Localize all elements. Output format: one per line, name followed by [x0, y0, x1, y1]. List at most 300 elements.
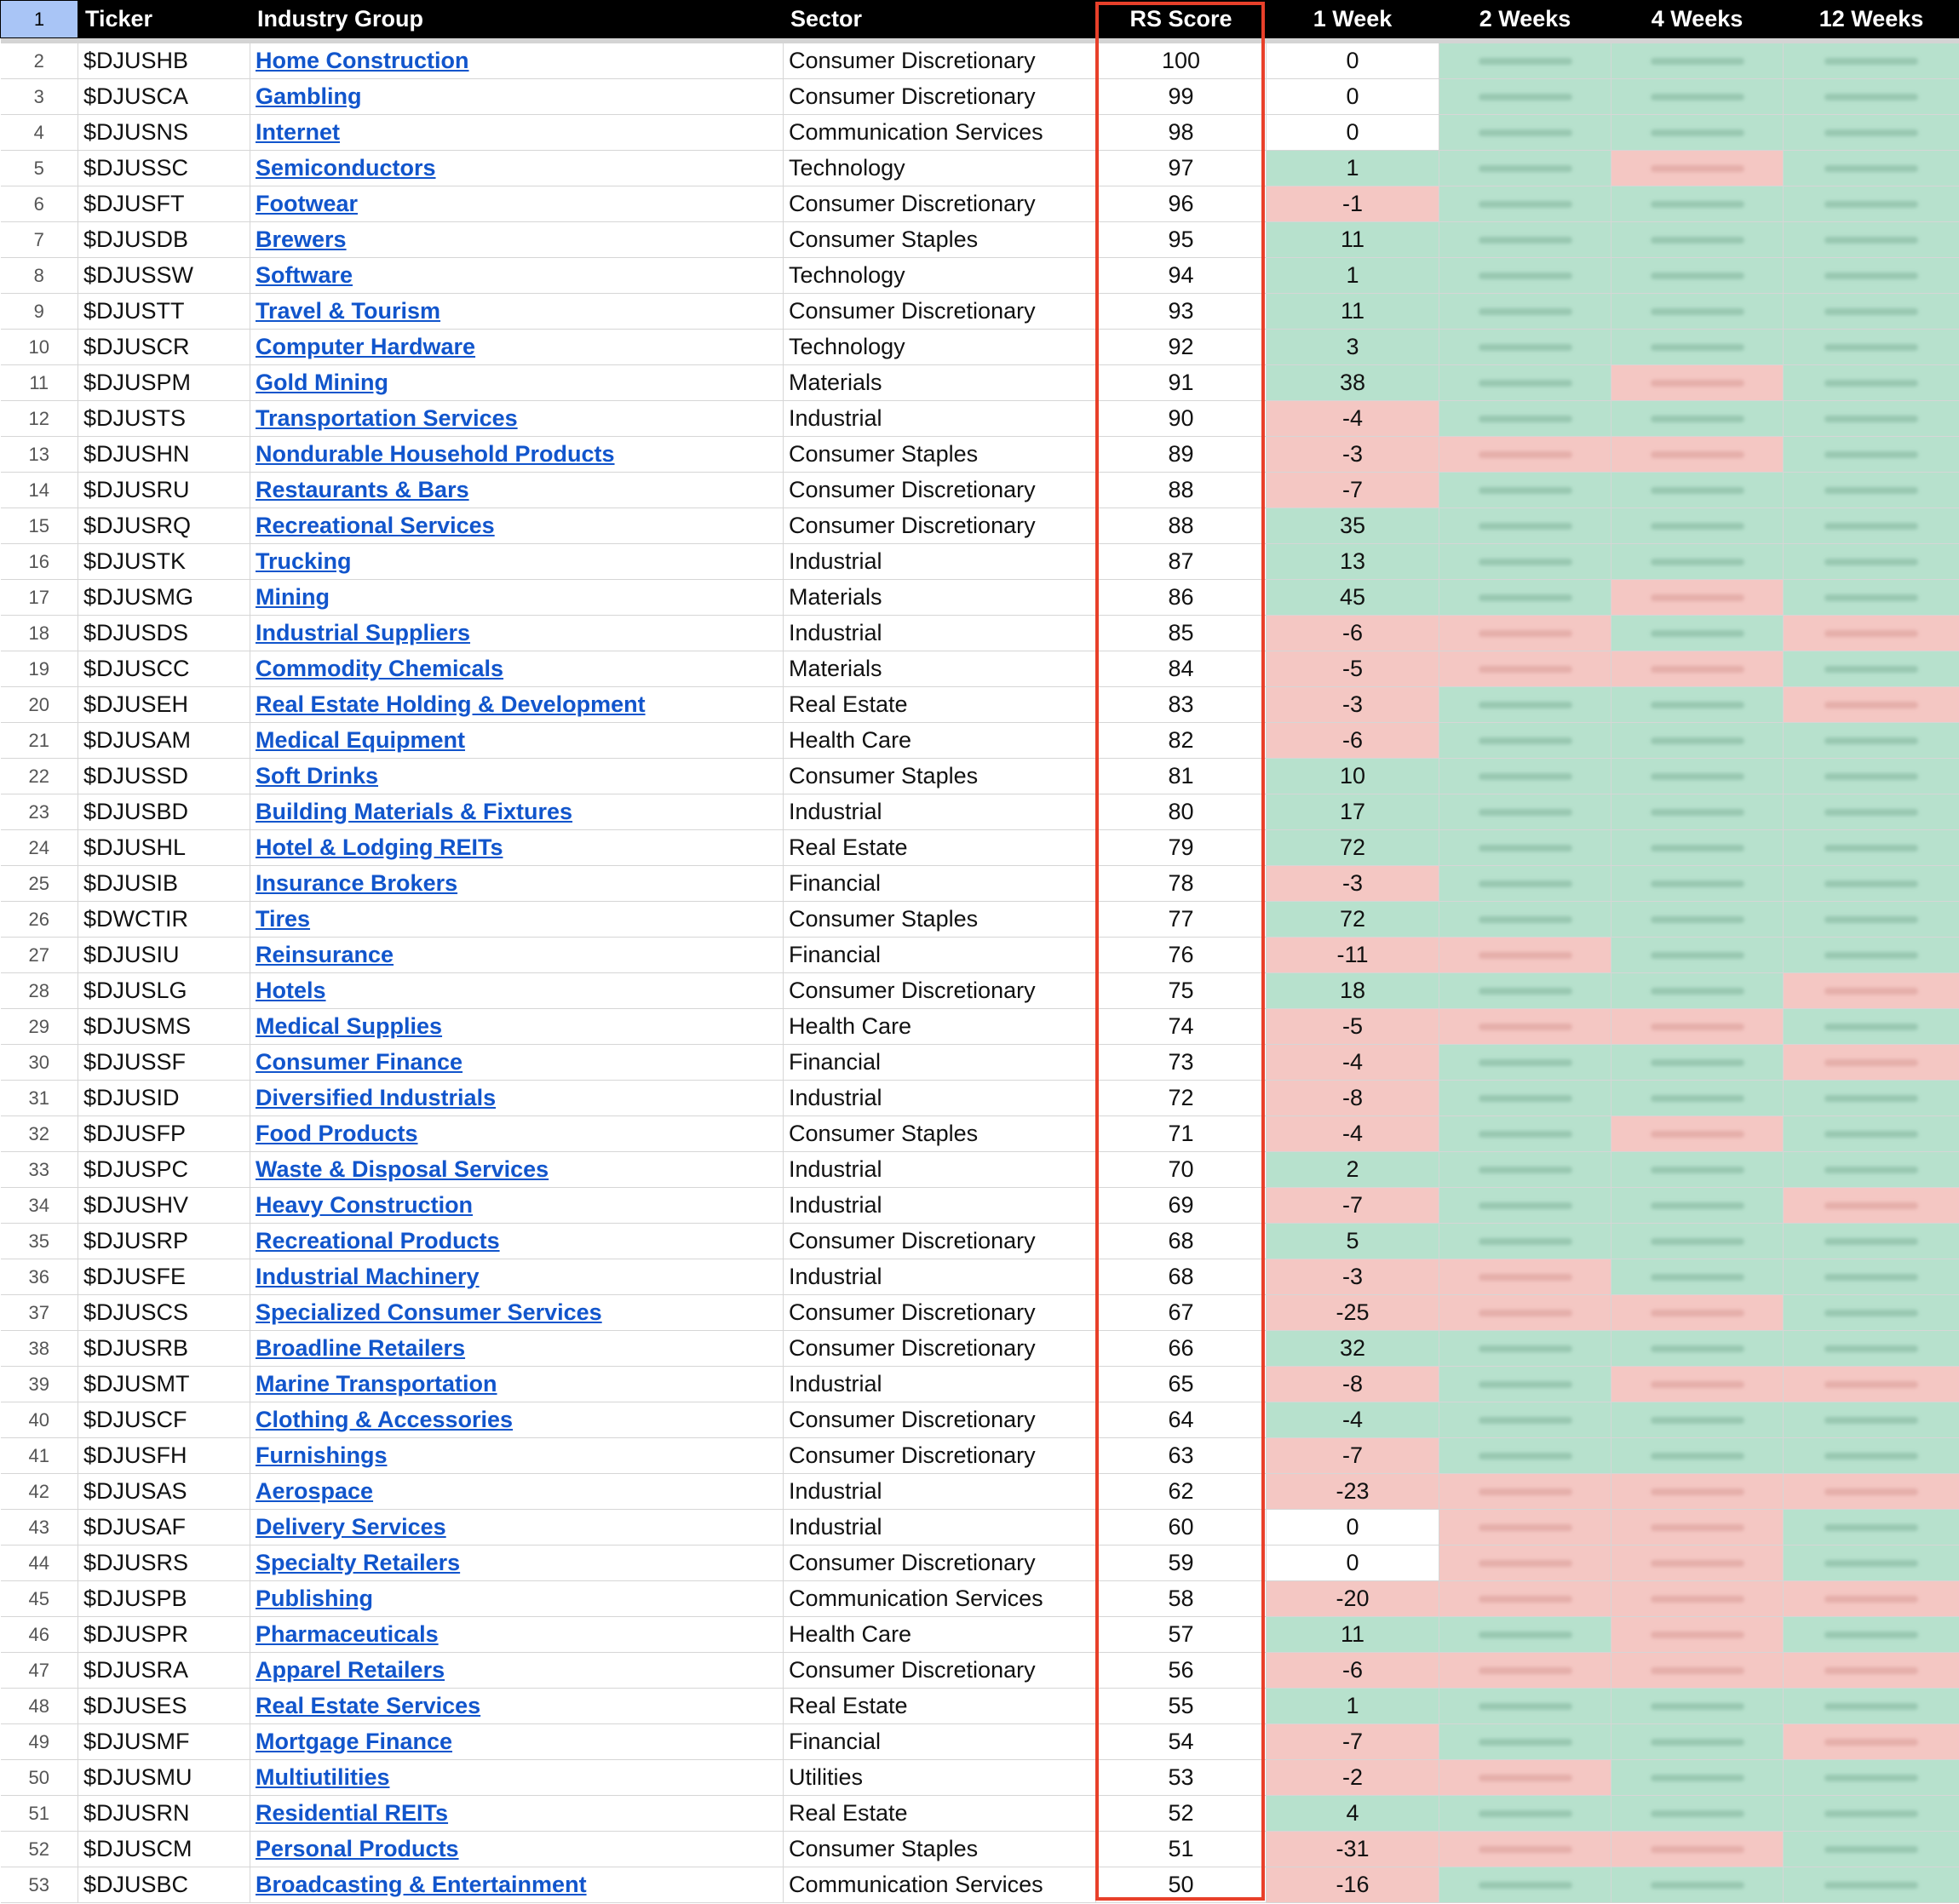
week-4-change-cell[interactable] [1611, 1546, 1784, 1581]
week-4-change-cell[interactable] [1611, 687, 1784, 723]
sector-cell[interactable]: Technology [784, 258, 1096, 294]
industry-group-cell[interactable] [250, 1188, 784, 1224]
week-1-change-cell[interactable]: -7 [1267, 1724, 1439, 1760]
industry-group-link[interactable]: Computer Hardware [256, 334, 476, 359]
row-number[interactable]: 27 [1, 938, 78, 973]
rs-score-cell[interactable]: 72 [1096, 1081, 1267, 1116]
rs-score-cell[interactable]: 76 [1096, 938, 1267, 973]
week-1-change-cell[interactable]: 72 [1267, 830, 1439, 866]
week-1-change-cell[interactable]: 1 [1267, 1689, 1439, 1724]
week-4-change-cell[interactable] [1611, 437, 1784, 473]
sector-cell[interactable]: Industrial [784, 544, 1096, 580]
industry-group-link[interactable]: Marine Transportation [256, 1371, 497, 1396]
week-1-change-cell[interactable]: -8 [1267, 1367, 1439, 1402]
row-number[interactable]: 25 [1, 866, 78, 902]
week-2-change-cell[interactable] [1439, 330, 1611, 365]
week-2-change-cell[interactable] [1439, 258, 1611, 294]
week-2-change-cell[interactable] [1439, 1045, 1611, 1081]
week-2-change-cell[interactable] [1439, 866, 1611, 902]
week-2-change-cell[interactable] [1439, 1009, 1611, 1045]
industry-group-link[interactable]: Specialty Retailers [256, 1550, 461, 1575]
week-1-change-cell[interactable]: -16 [1267, 1867, 1439, 1903]
week-12-change-cell[interactable] [1784, 1832, 1959, 1867]
week-2-change-cell[interactable] [1439, 43, 1611, 79]
week-4-change-cell[interactable] [1611, 1760, 1784, 1796]
industry-group-cell[interactable] [250, 651, 784, 687]
ticker-cell[interactable]: $DJUSMT [78, 1367, 250, 1402]
industry-group-link[interactable]: Broadline Retailers [256, 1335, 466, 1361]
week-4-change-cell[interactable] [1611, 401, 1784, 437]
industry-group-link[interactable]: Industrial Suppliers [256, 620, 471, 645]
week-1-change-cell[interactable]: 2 [1267, 1152, 1439, 1188]
row-number[interactable]: 15 [1, 508, 78, 544]
ticker-cell[interactable]: $DJUSHB [78, 43, 250, 79]
week-12-change-cell[interactable] [1784, 723, 1959, 759]
week-2-change-cell[interactable] [1439, 473, 1611, 508]
industry-group-cell[interactable] [250, 1867, 784, 1903]
week-1-change-cell[interactable]: 13 [1267, 544, 1439, 580]
industry-group-link[interactable]: Recreational Products [256, 1228, 500, 1253]
week-2-change-cell[interactable] [1439, 186, 1611, 222]
industry-group-link[interactable]: Hotel & Lodging REITs [256, 834, 503, 860]
sector-cell[interactable]: Real Estate [784, 830, 1096, 866]
week-2-change-cell[interactable] [1439, 1581, 1611, 1617]
ticker-cell[interactable]: $DJUSMU [78, 1760, 250, 1796]
industry-group-cell[interactable] [250, 1402, 784, 1438]
sector-cell[interactable]: Technology [784, 151, 1096, 186]
sector-cell[interactable]: Consumer Staples [784, 902, 1096, 938]
row-number[interactable]: 38 [1, 1331, 78, 1367]
row-number[interactable]: 6 [1, 186, 78, 222]
week-12-change-cell[interactable] [1784, 1617, 1959, 1653]
week-12-change-cell[interactable] [1784, 437, 1959, 473]
row-number[interactable]: 53 [1, 1867, 78, 1903]
industry-group-link[interactable]: Multiutilities [256, 1764, 390, 1790]
column-header-industry-group[interactable]: Industry Group [250, 1, 784, 38]
industry-group-link[interactable]: Footwear [256, 191, 359, 216]
week-2-change-cell[interactable] [1439, 651, 1611, 687]
week-2-change-cell[interactable] [1439, 1188, 1611, 1224]
industry-group-cell[interactable] [250, 830, 784, 866]
table-row[interactable] [1, 1474, 1959, 1510]
week-2-change-cell[interactable] [1439, 1224, 1611, 1259]
week-12-change-cell[interactable] [1784, 938, 1959, 973]
week-2-change-cell[interactable] [1439, 1689, 1611, 1724]
week-1-change-cell[interactable]: 17 [1267, 794, 1439, 830]
row-number[interactable]: 30 [1, 1045, 78, 1081]
table-row[interactable] [1, 687, 1959, 723]
sector-cell[interactable]: Communication Services [784, 1581, 1096, 1617]
rs-score-cell[interactable]: 86 [1096, 580, 1267, 616]
table-row[interactable] [1, 1045, 1959, 1081]
rs-score-cell[interactable]: 52 [1096, 1796, 1267, 1832]
industry-group-link[interactable]: Semiconductors [256, 155, 436, 181]
week-2-change-cell[interactable] [1439, 794, 1611, 830]
week-12-change-cell[interactable] [1784, 866, 1959, 902]
sector-cell[interactable]: Technology [784, 330, 1096, 365]
rs-score-cell[interactable]: 59 [1096, 1546, 1267, 1581]
industry-group-cell[interactable] [250, 1224, 784, 1259]
week-4-change-cell[interactable] [1611, 115, 1784, 151]
table-row[interactable] [1, 1009, 1959, 1045]
rs-score-cell[interactable]: 89 [1096, 437, 1267, 473]
week-2-change-cell[interactable] [1439, 1402, 1611, 1438]
rs-score-cell[interactable]: 78 [1096, 866, 1267, 902]
sector-cell[interactable]: Consumer Staples [784, 1832, 1096, 1867]
table-row[interactable] [1, 580, 1959, 616]
week-4-change-cell[interactable] [1611, 902, 1784, 938]
sector-cell[interactable]: Health Care [784, 1617, 1096, 1653]
ticker-cell[interactable]: $DJUSHV [78, 1188, 250, 1224]
week-4-change-cell[interactable] [1611, 294, 1784, 330]
week-1-change-cell[interactable]: 0 [1267, 79, 1439, 115]
week-12-change-cell[interactable] [1784, 759, 1959, 794]
industry-group-cell[interactable] [250, 1510, 784, 1546]
week-12-change-cell[interactable] [1784, 330, 1959, 365]
sector-cell[interactable]: Consumer Discretionary [784, 43, 1096, 79]
industry-group-cell[interactable] [250, 437, 784, 473]
sector-cell[interactable]: Industrial [784, 1510, 1096, 1546]
week-1-change-cell[interactable]: -31 [1267, 1832, 1439, 1867]
week-12-change-cell[interactable] [1784, 973, 1959, 1009]
column-header-sector[interactable]: Sector [784, 1, 1096, 38]
week-12-change-cell[interactable] [1784, 222, 1959, 258]
industry-group-cell[interactable] [250, 1259, 784, 1295]
ticker-cell[interactable]: $DJUSCA [78, 79, 250, 115]
industry-group-link[interactable]: Delivery Services [256, 1514, 446, 1540]
table-row[interactable] [1, 1402, 1959, 1438]
rs-score-cell[interactable]: 68 [1096, 1224, 1267, 1259]
row-number[interactable]: 28 [1, 973, 78, 1009]
industry-group-cell[interactable] [250, 330, 784, 365]
week-12-change-cell[interactable] [1784, 365, 1959, 401]
week-1-change-cell[interactable]: 0 [1267, 115, 1439, 151]
industry-group-link[interactable]: Medical Supplies [256, 1013, 443, 1039]
week-1-change-cell[interactable]: -3 [1267, 437, 1439, 473]
sector-cell[interactable]: Consumer Discretionary [784, 1224, 1096, 1259]
rs-score-cell[interactable]: 83 [1096, 687, 1267, 723]
industry-group-cell[interactable] [250, 1653, 784, 1689]
sector-cell[interactable]: Communication Services [784, 115, 1096, 151]
row-number[interactable]: 33 [1, 1152, 78, 1188]
row-number[interactable]: 10 [1, 330, 78, 365]
industry-group-cell[interactable] [250, 973, 784, 1009]
industry-group-cell[interactable] [250, 115, 784, 151]
week-4-change-cell[interactable] [1611, 1045, 1784, 1081]
sector-cell[interactable]: Financial [784, 1045, 1096, 1081]
sector-cell[interactable]: Real Estate [784, 1689, 1096, 1724]
week-12-change-cell[interactable] [1784, 794, 1959, 830]
week-4-change-cell[interactable] [1611, 1295, 1784, 1331]
week-12-change-cell[interactable] [1784, 508, 1959, 544]
week-1-change-cell[interactable]: -4 [1267, 401, 1439, 437]
industry-group-link[interactable]: Restaurants & Bars [256, 477, 469, 502]
week-12-change-cell[interactable] [1784, 258, 1959, 294]
week-12-change-cell[interactable] [1784, 1474, 1959, 1510]
rs-score-cell[interactable]: 75 [1096, 973, 1267, 1009]
week-2-change-cell[interactable] [1439, 1116, 1611, 1152]
ticker-cell[interactable]: $DJUSRP [78, 1224, 250, 1259]
week-4-change-cell[interactable] [1611, 330, 1784, 365]
industry-group-link[interactable]: Clothing & Accessories [256, 1407, 514, 1432]
row-number[interactable]: 2 [1, 43, 78, 79]
industry-group-link[interactable]: Heavy Construction [256, 1192, 474, 1218]
rs-score-cell[interactable]: 69 [1096, 1188, 1267, 1224]
industry-group-link[interactable]: Software [256, 262, 353, 288]
row-number[interactable]: 47 [1, 1653, 78, 1689]
week-2-change-cell[interactable] [1439, 1259, 1611, 1295]
industry-group-cell[interactable] [250, 1474, 784, 1510]
ticker-cell[interactable]: $DJUSCC [78, 651, 250, 687]
week-12-change-cell[interactable] [1784, 616, 1959, 651]
table-row[interactable] [1, 723, 1959, 759]
sector-cell[interactable]: Materials [784, 365, 1096, 401]
week-1-change-cell[interactable]: -3 [1267, 687, 1439, 723]
rs-score-cell[interactable]: 64 [1096, 1402, 1267, 1438]
row-number[interactable]: 9 [1, 294, 78, 330]
ticker-cell[interactable]: $DJUSSF [78, 1045, 250, 1081]
industry-group-link[interactable]: Hotels [256, 978, 326, 1003]
industry-group-link[interactable]: Mortgage Finance [256, 1729, 453, 1754]
week-2-change-cell[interactable] [1439, 365, 1611, 401]
ticker-cell[interactable]: $DJUSPC [78, 1152, 250, 1188]
rs-score-cell[interactable]: 74 [1096, 1009, 1267, 1045]
week-4-change-cell[interactable] [1611, 1152, 1784, 1188]
table-row[interactable] [1, 1116, 1959, 1152]
ticker-cell[interactable]: $DJUSDS [78, 616, 250, 651]
week-4-change-cell[interactable] [1611, 1867, 1784, 1903]
sector-cell[interactable]: Consumer Discretionary [784, 508, 1096, 544]
week-12-change-cell[interactable] [1784, 1009, 1959, 1045]
ticker-cell[interactable]: $DJUSTT [78, 294, 250, 330]
industry-group-link[interactable]: Gold Mining [256, 370, 388, 395]
week-2-change-cell[interactable] [1439, 544, 1611, 580]
sector-cell[interactable]: Consumer Discretionary [784, 473, 1096, 508]
ticker-cell[interactable]: $DJUSES [78, 1689, 250, 1724]
sector-cell[interactable]: Financial [784, 866, 1096, 902]
rs-score-cell[interactable]: 98 [1096, 115, 1267, 151]
industry-group-cell[interactable] [250, 473, 784, 508]
week-4-change-cell[interactable] [1611, 973, 1784, 1009]
table-row[interactable] [1, 1617, 1959, 1653]
week-1-change-cell[interactable]: 1 [1267, 151, 1439, 186]
week-1-change-cell[interactable]: -1 [1267, 186, 1439, 222]
week-4-change-cell[interactable] [1611, 1832, 1784, 1867]
ticker-cell[interactable]: $DJUSFE [78, 1259, 250, 1295]
week-1-change-cell[interactable]: -7 [1267, 1188, 1439, 1224]
industry-group-cell[interactable] [250, 1009, 784, 1045]
industry-group-cell[interactable] [250, 938, 784, 973]
week-4-change-cell[interactable] [1611, 222, 1784, 258]
industry-group-link[interactable]: Broadcasting & Entertainment [256, 1872, 587, 1897]
row-number[interactable]: 3 [1, 79, 78, 115]
rs-score-cell[interactable]: 88 [1096, 473, 1267, 508]
industry-group-cell[interactable] [250, 1367, 784, 1402]
rs-score-cell[interactable]: 100 [1096, 43, 1267, 79]
ticker-cell[interactable]: $DJUSMS [78, 1009, 250, 1045]
rs-score-cell[interactable]: 94 [1096, 258, 1267, 294]
industry-group-cell[interactable] [250, 1546, 784, 1581]
rs-score-cell[interactable]: 91 [1096, 365, 1267, 401]
industry-group-link[interactable]: Specialized Consumer Services [256, 1299, 602, 1325]
rs-score-cell[interactable]: 92 [1096, 330, 1267, 365]
industry-group-link[interactable]: Travel & Tourism [256, 298, 441, 324]
industry-group-cell[interactable] [250, 258, 784, 294]
table-row[interactable] [1, 294, 1959, 330]
week-12-change-cell[interactable] [1784, 830, 1959, 866]
week-12-change-cell[interactable] [1784, 1438, 1959, 1474]
week-4-change-cell[interactable] [1611, 616, 1784, 651]
column-header-4-weeks[interactable]: 4 Weeks [1611, 1, 1784, 38]
ticker-cell[interactable]: $DJUSPR [78, 1617, 250, 1653]
week-1-change-cell[interactable]: -5 [1267, 651, 1439, 687]
rs-score-cell[interactable]: 73 [1096, 1045, 1267, 1081]
row-number[interactable]: 16 [1, 544, 78, 580]
industry-group-link[interactable]: Apparel Retailers [256, 1657, 445, 1683]
week-1-change-cell[interactable]: 5 [1267, 1224, 1439, 1259]
rs-score-cell[interactable]: 62 [1096, 1474, 1267, 1510]
row-number[interactable]: 49 [1, 1724, 78, 1760]
ticker-cell[interactable]: $DJUSFP [78, 1116, 250, 1152]
ticker-cell[interactable]: $DJUSRN [78, 1796, 250, 1832]
week-2-change-cell[interactable] [1439, 1832, 1611, 1867]
industry-group-link[interactable]: Real Estate Holding & Development [256, 691, 646, 717]
table-row[interactable] [1, 866, 1959, 902]
week-2-change-cell[interactable] [1439, 830, 1611, 866]
rs-score-cell[interactable]: 93 [1096, 294, 1267, 330]
table-row[interactable] [1, 1367, 1959, 1402]
week-4-change-cell[interactable] [1611, 1653, 1784, 1689]
table-row[interactable] [1, 902, 1959, 938]
rs-score-cell[interactable]: 51 [1096, 1832, 1267, 1867]
table-row[interactable] [1, 1724, 1959, 1760]
sector-cell[interactable]: Industrial [784, 1259, 1096, 1295]
ticker-cell[interactable]: $DJUSBC [78, 1867, 250, 1903]
row-number[interactable]: 34 [1, 1188, 78, 1224]
week-12-change-cell[interactable] [1784, 1259, 1959, 1295]
ticker-cell[interactable]: $DJUSCR [78, 330, 250, 365]
ticker-cell[interactable]: $DJUSRA [78, 1653, 250, 1689]
row-number[interactable]: 40 [1, 1402, 78, 1438]
week-4-change-cell[interactable] [1611, 43, 1784, 79]
table-row[interactable] [1, 759, 1959, 794]
week-1-change-cell[interactable]: -3 [1267, 866, 1439, 902]
week-4-change-cell[interactable] [1611, 186, 1784, 222]
sector-cell[interactable]: Industrial [784, 1152, 1096, 1188]
ticker-cell[interactable]: $DJUSIB [78, 866, 250, 902]
row-number[interactable]: 14 [1, 473, 78, 508]
week-1-change-cell[interactable]: 1 [1267, 258, 1439, 294]
ticker-cell[interactable]: $DJUSID [78, 1081, 250, 1116]
industry-group-link[interactable]: Internet [256, 119, 341, 145]
week-1-change-cell[interactable]: -4 [1267, 1045, 1439, 1081]
industry-group-link[interactable]: Transportation Services [256, 405, 518, 431]
ticker-cell[interactable]: $DJUSNS [78, 115, 250, 151]
week-4-change-cell[interactable] [1611, 866, 1784, 902]
industry-group-link[interactable]: Gambling [256, 83, 362, 109]
rs-score-cell[interactable]: 70 [1096, 1152, 1267, 1188]
row-number[interactable]: 45 [1, 1581, 78, 1617]
industry-group-cell[interactable] [250, 1832, 784, 1867]
ticker-cell[interactable]: $DJUSPM [78, 365, 250, 401]
industry-group-link[interactable]: Commodity Chemicals [256, 656, 504, 681]
table-row[interactable] [1, 651, 1959, 687]
week-4-change-cell[interactable] [1611, 79, 1784, 115]
sector-cell[interactable]: Consumer Discretionary [784, 79, 1096, 115]
industry-group-cell[interactable] [250, 580, 784, 616]
sector-cell[interactable]: Communication Services [784, 1867, 1096, 1903]
industry-group-cell[interactable] [250, 1116, 784, 1152]
ticker-cell[interactable]: $DJUSRB [78, 1331, 250, 1367]
table-row[interactable] [1, 1152, 1959, 1188]
row-number[interactable]: 26 [1, 902, 78, 938]
industry-group-cell[interactable] [250, 1438, 784, 1474]
row-number[interactable]: 20 [1, 687, 78, 723]
rs-score-cell[interactable]: 53 [1096, 1760, 1267, 1796]
table-row[interactable] [1, 365, 1959, 401]
table-row[interactable] [1, 258, 1959, 294]
rs-score-cell[interactable]: 57 [1096, 1617, 1267, 1653]
rs-score-cell[interactable]: 97 [1096, 151, 1267, 186]
table-row[interactable] [1, 544, 1959, 580]
week-2-change-cell[interactable] [1439, 1653, 1611, 1689]
week-1-change-cell[interactable]: 72 [1267, 902, 1439, 938]
week-2-change-cell[interactable] [1439, 79, 1611, 115]
week-12-change-cell[interactable] [1784, 151, 1959, 186]
week-1-change-cell[interactable]: -23 [1267, 1474, 1439, 1510]
industry-group-link[interactable]: Mining [256, 584, 330, 610]
row-number[interactable]: 50 [1, 1760, 78, 1796]
column-header-ticker[interactable]: Ticker [78, 1, 250, 38]
table-row[interactable] [1, 1581, 1959, 1617]
industry-group-link[interactable]: Brewers [256, 227, 347, 252]
table-row[interactable] [1, 1546, 1959, 1581]
industry-group-cell[interactable] [250, 687, 784, 723]
table-row[interactable] [1, 794, 1959, 830]
table-row[interactable] [1, 1796, 1959, 1832]
row-number[interactable]: 7 [1, 222, 78, 258]
week-1-change-cell[interactable]: 3 [1267, 330, 1439, 365]
week-1-change-cell[interactable]: -3 [1267, 1259, 1439, 1295]
row-number[interactable]: 21 [1, 723, 78, 759]
sector-cell[interactable]: Industrial [784, 794, 1096, 830]
week-12-change-cell[interactable] [1784, 1081, 1959, 1116]
week-12-change-cell[interactable] [1784, 115, 1959, 151]
rs-score-cell[interactable]: 66 [1096, 1331, 1267, 1367]
week-12-change-cell[interactable] [1784, 1796, 1959, 1832]
table-row[interactable] [1, 1081, 1959, 1116]
ticker-cell[interactable]: $DJUSCM [78, 1832, 250, 1867]
ticker-cell[interactable]: $DJUSIU [78, 938, 250, 973]
week-12-change-cell[interactable] [1784, 1188, 1959, 1224]
week-4-change-cell[interactable] [1611, 473, 1784, 508]
table-row[interactable] [1, 1653, 1959, 1689]
week-1-change-cell[interactable]: 11 [1267, 294, 1439, 330]
week-1-change-cell[interactable]: -20 [1267, 1581, 1439, 1617]
rs-score-cell[interactable]: 54 [1096, 1724, 1267, 1760]
ticker-cell[interactable]: $DJUSRU [78, 473, 250, 508]
week-2-change-cell[interactable] [1439, 294, 1611, 330]
industry-group-link[interactable]: Personal Products [256, 1836, 459, 1861]
week-2-change-cell[interactable] [1439, 580, 1611, 616]
week-2-change-cell[interactable] [1439, 973, 1611, 1009]
week-2-change-cell[interactable] [1439, 1438, 1611, 1474]
week-4-change-cell[interactable] [1611, 580, 1784, 616]
row-number[interactable]: 29 [1, 1009, 78, 1045]
ticker-cell[interactable]: $DJUSAS [78, 1474, 250, 1510]
table-row[interactable] [1, 508, 1959, 544]
rs-score-cell[interactable]: 58 [1096, 1581, 1267, 1617]
